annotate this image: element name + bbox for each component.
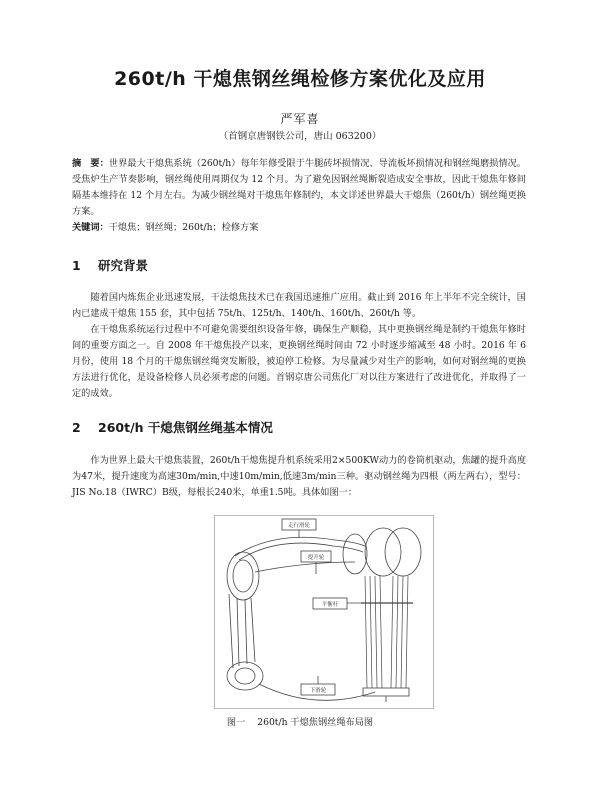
author-name: 严军喜 xyxy=(280,112,320,126)
abstract-text: 世界最大干熄焦系统（260t/h）每年年修受限于牛腿砖坏损情况、导流板坏损情况和钢丝绳磨损情况。受焦炉生产节奏影响，钢丝绳使用周期仅为 12 个月。为了避免因钢丝绳断裂造成安全事故，因此干熄焦年修间隔基本维持在 12 个月左右。为减少钢丝绳对干熄焦年修制约，本文详述世界最大干熄焦（260t/h）钢丝绳更换方案。 xyxy=(72,158,527,217)
wire-rope-layout-figure xyxy=(214,515,434,709)
hook-block xyxy=(363,688,409,696)
left-drum xyxy=(227,552,259,600)
paragraph: 随着国内炼焦企业迅速发展，干法熄焦技术已在我国迅速推广应用。截止到 2016 年上半年不完全统计，国内已建成干熄焦 155 套，其中包括 75t/h、125t/h、140t/h、160t/h、260t/h 等。 xyxy=(72,292,526,319)
right-box-label: 平衡杆 xyxy=(321,602,339,608)
keywords-label: 关键词： xyxy=(72,222,109,233)
keywords xyxy=(72,220,526,236)
author-affiliation: （首钢京唐钢铁公司，唐山 063200） xyxy=(218,131,382,142)
wire-rope-diagram xyxy=(215,516,433,708)
section-title: 研究背景 xyxy=(98,258,149,273)
abstract-label: 摘 要： xyxy=(72,158,109,169)
bottom-sheave xyxy=(227,662,263,690)
section-title: 260t/h 干熄焦钢丝绳基本情况 xyxy=(98,420,273,435)
paper-title: 260t/h 干熄焦钢丝绳检修方案优化及应用 xyxy=(114,68,486,90)
middle-box-label: 提升轮 xyxy=(307,555,325,561)
top-box-label: 走行滑轮 xyxy=(287,523,311,529)
abstract xyxy=(72,156,526,220)
caption-number: 图一 xyxy=(226,717,246,728)
section-heading-2 xyxy=(72,418,273,436)
figure-caption xyxy=(0,714,600,728)
right-drum xyxy=(343,534,367,574)
section-number: 2 xyxy=(72,420,81,435)
section-number: 1 xyxy=(72,258,81,273)
bottom-box-label: 下滑轮 xyxy=(309,688,327,694)
caption-text: 260t/h 干熄焦钢丝绳布局图 xyxy=(257,717,374,728)
paragraph: 作为世界上最大干熄焦装置，260t/h干熄焦提升机系统采用2×500KW动力的卷筒机驱动，焦罐的提升高度为47米，提升速度为高速30m/min,中速10m/min,低速3m/min三种。驱动钢丝绳为四根（两左两右），型号：JIS No.18（IWRC）B级，每根长240米，单重1.5吨。具体如图一： xyxy=(72,455,527,498)
section-heading-1 xyxy=(72,256,148,274)
paragraph: 在干熄焦系统运行过程中不可避免需要组织设备年修，确保生产顺稳，其中更换钢丝绳是制约干熄焦年修时间的重要方面之一。自 2008 年干熄焦投产以来，更换钢丝绳时间由 72 小时逐步缩减至 48 小时。2016 年 6 月份，使用 18 个月的干熄焦钢丝绳突发断股，被迫停工检修。为尽量减少对生产的影响，如何对钢丝绳的更换方法进行优化，是设备检修人员必须考虑的问题。首钢京唐公司焦化厂对以往方案进行了改进优化，并取得了一定的成效。 xyxy=(72,324,526,399)
keywords-text: 干熄焦；钢丝绳；260t/h；检修方案 xyxy=(108,222,259,233)
